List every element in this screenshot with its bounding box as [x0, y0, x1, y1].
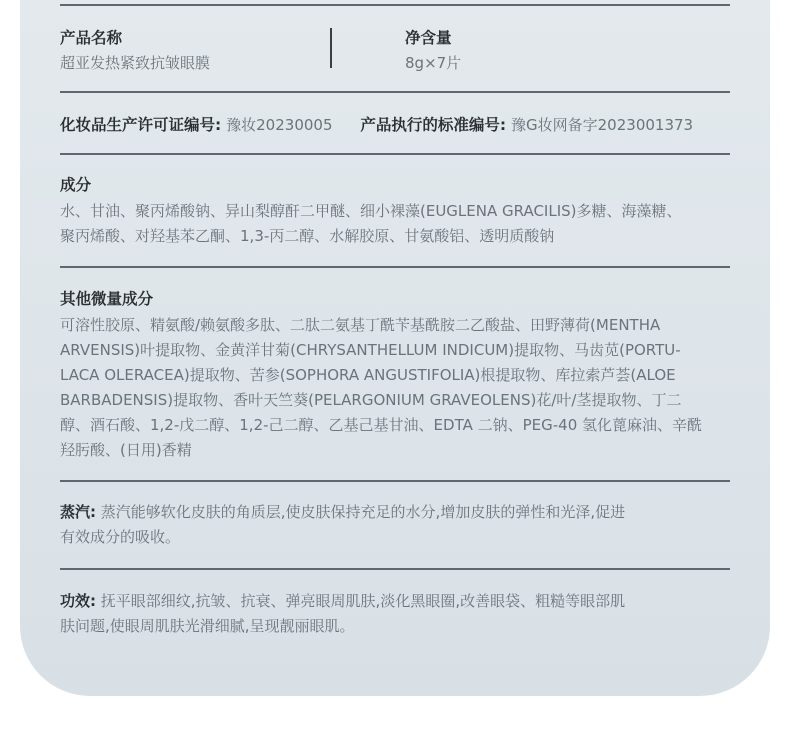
column-separator	[330, 28, 332, 68]
ingredients-heading: 成分	[60, 176, 92, 194]
effect-section	[60, 589, 730, 639]
standard-label: 产品执行的标准编号:	[360, 116, 507, 134]
product-name-label: 产品名称	[60, 29, 123, 47]
standard-value: 豫G妆网备字2023001373	[511, 116, 694, 134]
divider	[60, 480, 730, 482]
effect-label: 功效:	[60, 592, 96, 610]
trace-ingredients-section	[60, 288, 730, 463]
divider	[60, 153, 730, 155]
steam-label: 蒸汽:	[60, 503, 96, 521]
trace-ingredients-text: 可溶性胶原、精氨酸/赖氨酸多肽、二肽二氨基丁酰苄基酰胺二乙酸盐、田野薄荷(MENTHA ARVENSIS)叶提取物、金黄洋甘菊(CHRYSANTHELLUM INDICUM)提取物、马齿苋(PORTU- LACA OLERACEA)提取物、苦参(SOPHORA ANGUSTIFOLIA)根提取物、库拉索芦荟(ALOE BARBADENSIS)提取物、香叶天竺葵(PELARGONIUM GRAVEOLENS)花/叶/茎提取物、丁二 醇、酒石酸、1,2-戊二醇、1,2-己二醇、乙基己基甘油、EDTA 二钠、PEG-40 氢化蓖麻油、辛酰 羟肟酸、(日用)香精	[60, 316, 703, 459]
effect-paragraph	[60, 589, 730, 639]
trace-ingredients-heading: 其他微量成分	[60, 290, 154, 308]
effect-text: 抚平眼部细纹,抗皱、抗衰、弹亮眼周肌肤,淡化黑眼圈,改善眼袋、粗糙等眼部肌 肤问题,使眼周肌肤光滑细腻,呈现靓丽眼肌。	[60, 592, 626, 635]
steam-paragraph	[60, 500, 730, 550]
license-value: 豫妆20230005	[226, 116, 333, 134]
license-row	[60, 113, 730, 135]
divider	[60, 91, 730, 93]
ingredients-text: 水、甘油、聚丙烯酸钠、异山梨醇酐二甲醚、细小裸藻(EUGLENA GRACILIS)多糖、海藻糖、 聚丙烯酸、对羟基苯乙酮、1,3-丙二醇、水解胶原、甘氨酸铝、透明质酸钠	[60, 202, 682, 245]
divider	[60, 568, 730, 570]
net-content-label: 净含量	[405, 29, 452, 47]
product-name-value: 超亚发热紧致抗皱眼膜	[60, 54, 211, 72]
steam-section	[60, 500, 730, 550]
divider	[60, 4, 730, 6]
license-label: 化妆品生产许可证编号:	[60, 116, 222, 134]
divider	[60, 266, 730, 268]
ingredients-section	[60, 174, 730, 249]
steam-text: 蒸汽能够软化皮肤的角质层,使皮肤保持充足的水分,增加皮肤的弹性和光泽,促进 有效成分的吸收。	[60, 503, 626, 546]
net-content-value: 8g×7片	[405, 54, 462, 72]
